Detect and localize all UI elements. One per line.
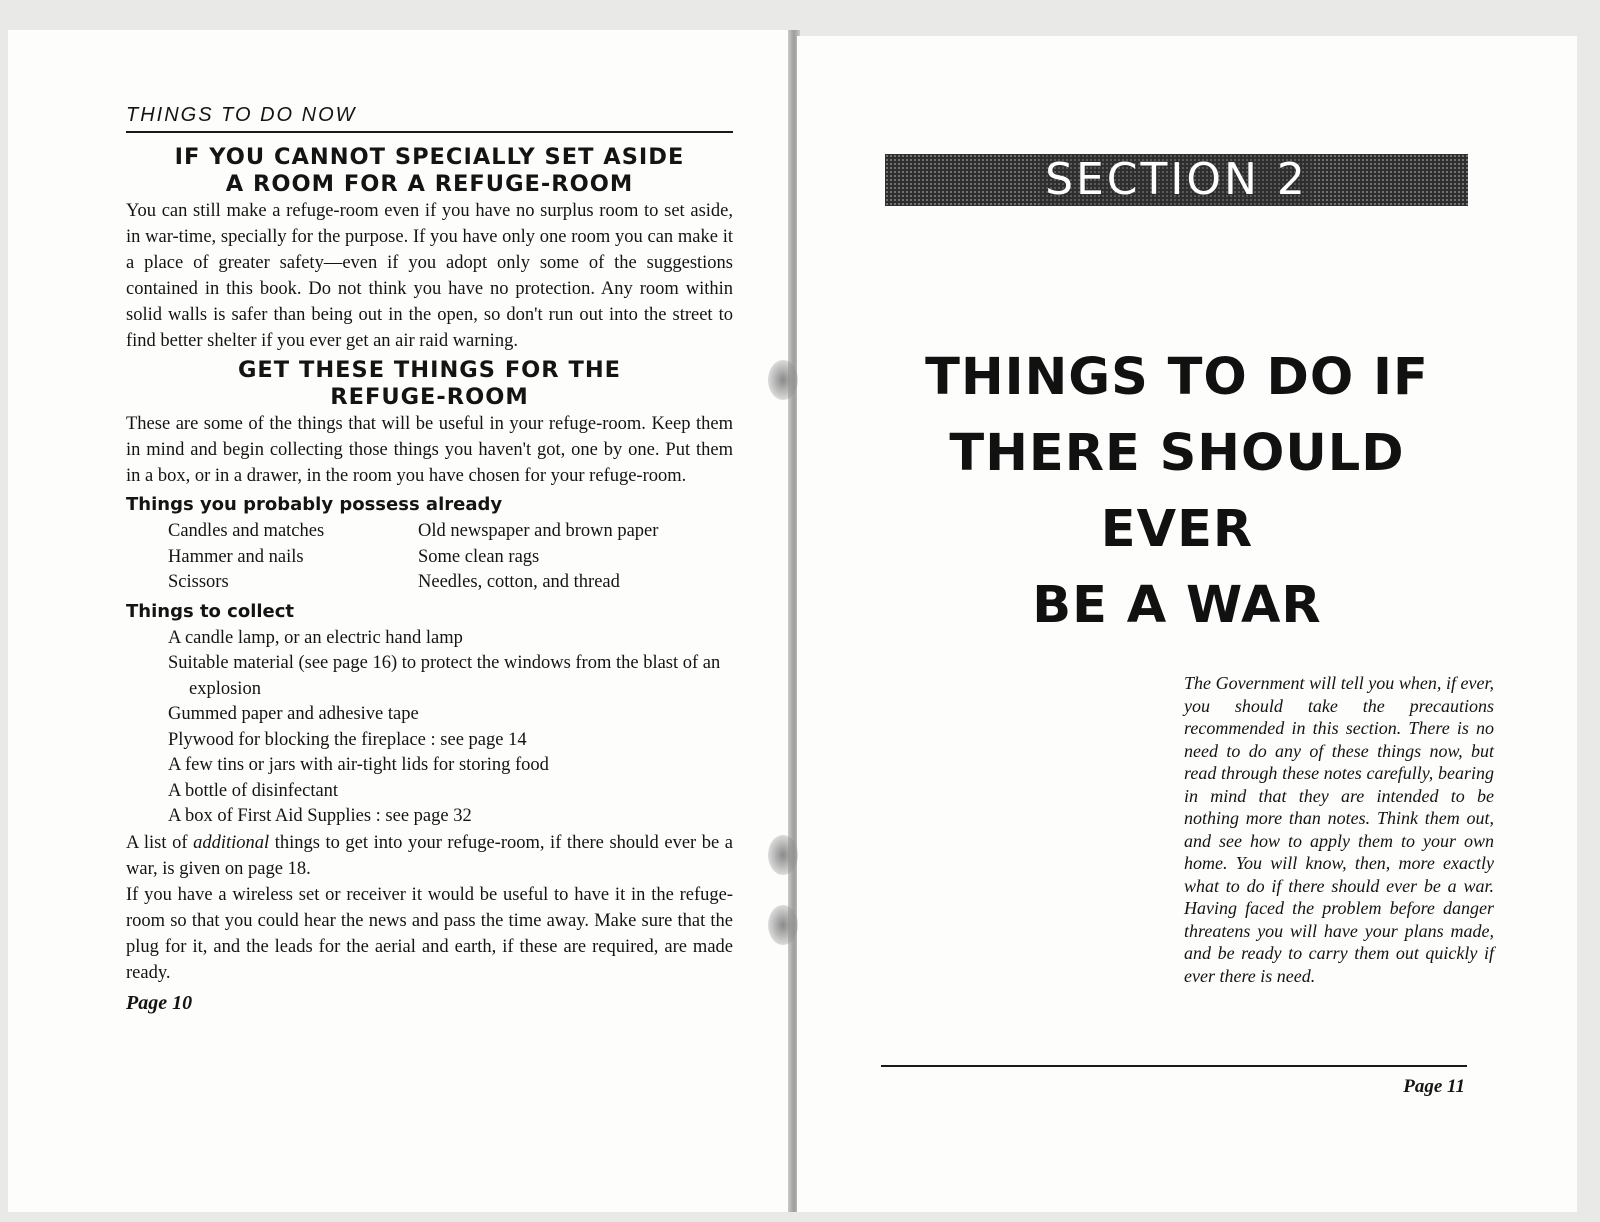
list-item: Scissors [168,572,229,592]
heading-line: REFUGE-ROOM [330,384,529,410]
list-item: Candles and matches [168,521,325,541]
staple-shadow [768,905,798,945]
paragraph-refuge-room: You can still make a refuge-room even if you have no surplus room to set aside, in war-time, specially for the purpose. If you have only one room you can make it a place of greater safety—even if you adopt only some of the suggestions contained in this book. Do not think you have no protection. Any room within solid walls is safer than being out in the open, so don't run out into the street to find better shelter if you ever get an air raid warning. [126,201,733,351]
title-line: THERE SHOULD EVER [949,424,1405,560]
list-item: A few tins or jars with air-tight lids for storing food [168,755,549,775]
heading-line: GET THESE THINGS FOR THE [237,357,622,383]
staple-shadow [768,835,798,875]
paragraph-wireless-set: If you have a wireless set or receiver it would be useful to have it in the refuge-room so that you could hear the news and pass the time away. Make sure that the plug for it, and the leads for the aerial and earth, if these are required, are made ready. [126,884,733,983]
staple-shadow [768,360,798,400]
subhead-possess-already: Things you probably possess already [126,494,503,515]
list-item: Plywood for blocking the fireplace : see page 14 [168,729,527,750]
list-item: Gummed paper and adhesive tape [168,704,419,724]
left-page [8,30,790,1212]
list-item: A bottle of disinfectant [168,780,339,801]
list-item: A box of First Aid Supplies : see page 32 [168,806,472,826]
government-note: The Government will tell you when, if ever, you should take the precautions recommended in this section. There is no need to do any of these things now, but read through these notes carefully, bearing in mind that they are intended to be nothing more than notes. Think them out, and see how to apply them to your own home. You will know, then, more exactly what to do if there should ever be a war. Having faced the problem before danger threatens you will have your plans made, and be ready to carry them out quickly if ever there is need. [1184,673,1494,986]
list-item: Suitable material (see page 16) to protect the windows from the blast of an explosion [168,653,721,699]
heading-refuge-room-no-space [126,144,733,198]
list-item: Some clean rags [418,546,540,567]
heading-get-these-things [126,357,733,411]
page-number-right: Page 11 [1403,1076,1465,1097]
collect-list [126,626,733,830]
footer-rule [881,1065,1467,1067]
emphasis-additional: additional [193,832,270,853]
heading-line: A ROOM FOR A REFUGE-ROOM [225,171,634,197]
section-title [877,340,1477,644]
list-item: Hammer and nails [168,546,304,567]
text-run: A list of [126,832,194,853]
heading-line: IF YOU CANNOT SPECIALLY SET ASIDE [174,144,685,170]
section-banner [885,154,1468,206]
subhead-things-to-collect: Things to collect [126,600,295,622]
text-run: things to get into your refuge-room, if there should ever be a war, is given on page 18. [126,832,733,879]
paragraph-useful-things: These are some of the things that will be useful in your refuge-room. Keep them in mind and begin collecting those things you haven't got, one by one. Put them in a box, or in a drawer, in the room you have chosen for your refuge-room. [126,414,733,486]
running-head: THINGS TO DO NOW [126,104,733,133]
possess-list [126,519,733,596]
section-label: SECTION 2 [1039,154,1314,205]
paragraph-additional-list [126,830,733,882]
list-item: A candle lamp, or an electric hand lamp [168,627,463,648]
list-item: Needles, cotton, and thread [418,572,620,592]
title-line: THINGS TO DO IF [925,348,1429,408]
right-page [797,36,1577,1212]
title-line: BE A WAR [1032,576,1322,636]
left-page-content [126,104,733,1015]
list-item: Old newspaper and brown paper [418,521,659,541]
page-number-left: Page 10 [126,991,193,1014]
